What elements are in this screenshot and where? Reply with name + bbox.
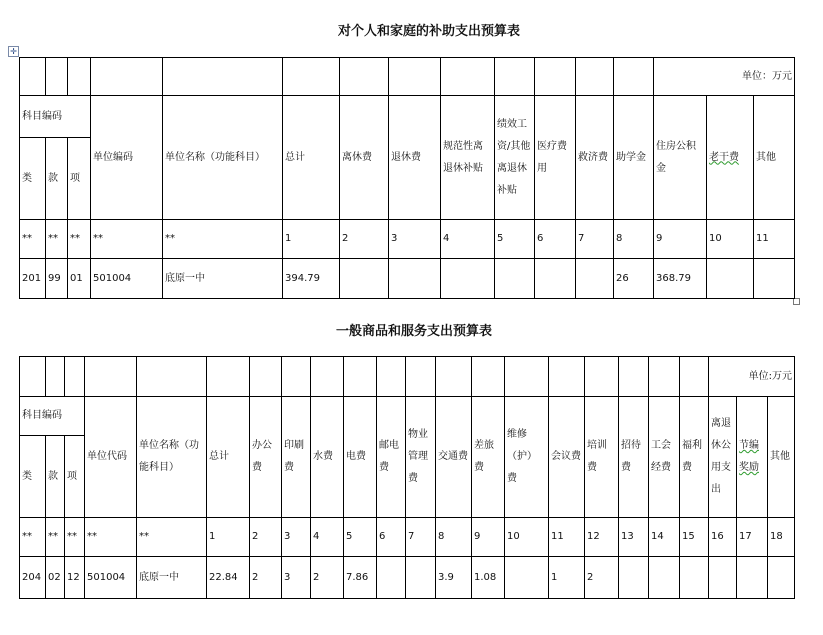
table-cell: 01 [68,259,91,299]
col-gonghui: 工会经费 [649,397,680,518]
table-cell: 3.9 [436,557,472,599]
table-row [20,557,795,599]
blank-cell [46,58,68,96]
blank-cell [585,357,619,397]
col-chailv: 差旅费 [472,397,505,518]
blank-cell [46,357,65,397]
blank-cell [282,357,311,397]
table-cell: 2 [250,518,282,557]
blank-cell [283,58,340,96]
table-row [20,259,795,299]
blank-cell [436,357,472,397]
table-cell [754,259,795,299]
table-cell: 6 [535,220,576,259]
table-cell: 17 [737,518,768,557]
header-kuan: 款 [46,436,65,518]
blank-cell [85,357,137,397]
col-jixiao: 绩效工资/其他离退休补贴 [495,96,535,220]
table-cell: ** [137,518,207,557]
table-cell [709,557,737,599]
table-cell: 3 [282,557,311,599]
table-cell: 15 [680,518,709,557]
blank-cell [535,58,576,96]
table-cell: 7 [406,518,436,557]
table-cell: ** [20,220,46,259]
table-cell: 底原一中 [163,259,283,299]
header-xiang: 项 [68,138,91,220]
table-cell: 9 [654,220,707,259]
table-cell [619,557,649,599]
table-cell: 5 [495,220,535,259]
table-cell: 11 [754,220,795,259]
col-unit-name: 单位名称（功能科目） [137,397,207,518]
table-cell: 6 [377,518,406,557]
table-cell: 201 [20,259,46,299]
table-cell: 10 [707,220,754,259]
table-row [20,518,795,557]
table-cell: 1 [283,220,340,259]
table-cell: 3 [282,518,311,557]
col-total: 总计 [207,397,250,518]
col-weixiu: 维修（护）费 [505,397,549,518]
blank-cell [576,58,614,96]
blank-cell [65,357,85,397]
table-move-handle-icon[interactable]: ✛ [8,46,19,57]
blank-cell [614,58,654,96]
blank-cell [137,357,207,397]
table-cell: 501004 [91,259,163,299]
table-cell: 1 [549,557,585,599]
table-cell [340,259,389,299]
table-cell: 13 [619,518,649,557]
table-cell [649,557,680,599]
blank-cell [377,357,406,397]
table-cell: 02 [46,557,65,599]
col-wuye: 物业管理费 [406,397,436,518]
col-zhaodai: 招待费 [619,397,649,518]
blank-cell [20,58,46,96]
col-jiebian: 节编奖励 [739,440,759,473]
col-zhufang: 住房公积金 [654,96,707,220]
col-other: 其他 [768,397,795,518]
blank-cell [441,58,495,96]
table-cell: 12 [585,518,619,557]
col-total: 总计 [283,96,340,220]
table-cell [737,557,768,599]
blank-cell [495,58,535,96]
table-cell: 2 [585,557,619,599]
table-cell: 7 [576,220,614,259]
col-bangong: 办公费 [250,397,282,518]
col-zhuxue: 助学金 [614,96,654,220]
col-huiyi: 会议费 [549,397,585,518]
col-peixun: 培训费 [585,397,619,518]
blank-cell [472,357,505,397]
table-cell: 204 [20,557,46,599]
table-cell: ** [46,220,68,259]
table-cell [389,259,441,299]
col-jiebian-cell [737,397,768,518]
table-cell: 底原一中 [137,557,207,599]
table-cell [495,259,535,299]
blank-cell [311,357,344,397]
col-shuifei: 水费 [311,397,344,518]
col-jiaotong: 交通费 [436,397,472,518]
subject-code-header: 科目编码 [20,96,91,138]
blank-cell [389,58,441,96]
col-guifan: 规范性离退休补贴 [441,96,495,220]
table-cell [441,259,495,299]
table-cell: 2 [250,557,282,599]
col-yiliao: 医疗费用 [535,96,576,220]
table-cell: 22.84 [207,557,250,599]
blank-cell [250,357,282,397]
table-cell: 394.79 [283,259,340,299]
table-cell: 16 [709,518,737,557]
col-youdian: 邮电费 [377,397,406,518]
header-kuan: 款 [46,138,68,220]
table-cell: 10 [505,518,549,557]
col-unit-code: 单位编码 [91,96,163,220]
table-cell: ** [46,518,65,557]
col-unit-code: 单位代码 [85,397,137,518]
col-laogan: 老干费 [709,151,739,163]
col-lixiu: 离休费 [340,96,389,220]
blank-cell [344,357,377,397]
table-cell: 2 [311,557,344,599]
table-cell: 1 [207,518,250,557]
table-cell: 2 [340,220,389,259]
header-lei: 类 [20,138,46,220]
blank-cell [340,58,389,96]
blank-cell [505,357,549,397]
col-jiuji: 救济费 [576,96,614,220]
table-cell: 18 [768,518,795,557]
table-cell: 99 [46,259,68,299]
table-cell [576,259,614,299]
table-cell: ** [85,518,137,557]
col-fuli: 福利费 [680,397,709,518]
table-cell: 4 [311,518,344,557]
table-cell: ** [163,220,283,259]
col-unit-name: 单位名称（功能科目） [163,96,283,220]
table-cell: 11 [549,518,585,557]
table-cell: 5 [344,518,377,557]
blank-cell [91,58,163,96]
table-cell: 12 [65,557,85,599]
unit-label: 单位:万元 [709,357,795,397]
table-cell [377,557,406,599]
table-row [20,220,795,259]
col-other: 其他 [754,96,795,220]
col-lituixiu: 离退休公用支出 [709,397,737,518]
table-cell: 368.79 [654,259,707,299]
table-cell: 4 [441,220,495,259]
blank-cell [207,357,250,397]
table-cell: ** [91,220,163,259]
table-cell: 9 [472,518,505,557]
col-tuixiu: 退休费 [389,96,441,220]
header-xiang: 项 [65,436,85,518]
blank-cell [68,58,91,96]
blank-cell [619,357,649,397]
col-yinshua: 印刷费 [282,397,311,518]
subject-code-header: 科目编码 [20,397,85,436]
table-cell: 26 [614,259,654,299]
col-dianfei: 电费 [344,397,377,518]
blank-cell [406,357,436,397]
header-lei: 类 [20,436,46,518]
unit-label: 单位：万元 [654,58,795,96]
table-cell: 1.08 [472,557,505,599]
blank-cell [20,357,46,397]
blank-cell [549,357,585,397]
table-cell: 501004 [85,557,137,599]
blank-cell [163,58,283,96]
table1-title: 对个人和家庭的补助支出预算表 [338,24,521,39]
table-cell [535,259,576,299]
table2 [19,356,795,599]
col-laogan-cell [707,96,754,220]
table-cell [768,557,795,599]
table-cell [406,557,436,599]
blank-cell [649,357,680,397]
table-cell: 8 [614,220,654,259]
table-cell [680,557,709,599]
table-resize-handle[interactable] [793,298,800,305]
blank-cell [680,357,709,397]
table-cell: 8 [436,518,472,557]
table-cell: ** [68,220,91,259]
table-cell [505,557,549,599]
table2-title: 一般商品和服务支出预算表 [336,324,493,339]
table-cell [707,259,754,299]
table-cell: 7.86 [344,557,377,599]
table-cell: 14 [649,518,680,557]
table-cell: 3 [389,220,441,259]
table-cell: ** [65,518,85,557]
table1 [19,57,795,299]
table-cell: ** [20,518,46,557]
